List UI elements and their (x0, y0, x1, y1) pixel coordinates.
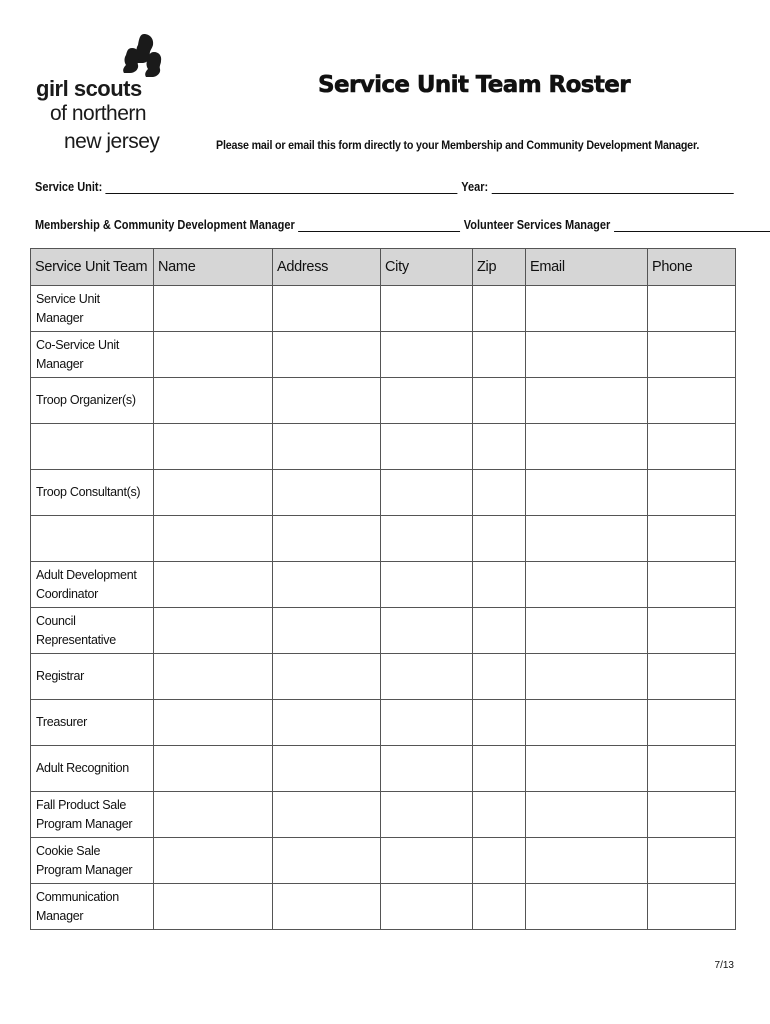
entry-cell[interactable] (648, 654, 736, 700)
table-row (31, 424, 736, 470)
table-row (31, 516, 736, 562)
entry-cell[interactable] (648, 838, 736, 884)
table-row (31, 654, 736, 700)
service-unit-label: Service Unit: (35, 180, 103, 194)
entry-cell[interactable] (473, 746, 526, 792)
entry-cell[interactable] (648, 516, 736, 562)
entry-cell[interactable] (381, 700, 473, 746)
vsm-field[interactable] (614, 219, 770, 232)
mcdm-field[interactable] (298, 219, 460, 232)
entry-cell[interactable] (526, 378, 648, 424)
entry-cell[interactable] (473, 332, 526, 378)
entry-cell[interactable] (273, 746, 381, 792)
column-header: Service Unit Team (31, 249, 154, 286)
table-row (31, 470, 736, 516)
entry-cell[interactable] (526, 746, 648, 792)
entry-cell[interactable] (648, 332, 736, 378)
roster-table (30, 248, 736, 930)
entry-cell[interactable] (154, 562, 273, 608)
entry-cell[interactable] (473, 838, 526, 884)
entry-cell[interactable] (381, 424, 473, 470)
entry-cell[interactable] (381, 792, 473, 838)
column-header: City (381, 249, 473, 286)
entry-cell[interactable] (154, 286, 273, 332)
entry-cell[interactable] (154, 884, 273, 930)
entry-cell[interactable] (526, 286, 648, 332)
entry-cell[interactable] (473, 792, 526, 838)
entry-cell[interactable] (473, 700, 526, 746)
role-cell: Troop Organizer(s) (31, 378, 154, 424)
column-header: Name (154, 249, 273, 286)
entry-cell[interactable] (273, 654, 381, 700)
vsm-label: Volunteer Services Manager (463, 218, 611, 232)
entry-cell[interactable] (381, 746, 473, 792)
entry-cell[interactable] (648, 746, 736, 792)
entry-cell[interactable] (526, 562, 648, 608)
entry-cell[interactable] (154, 378, 273, 424)
entry-cell[interactable] (473, 516, 526, 562)
mcdm-label: Membership & Community Development Manager (35, 218, 295, 232)
entry-cell[interactable] (381, 884, 473, 930)
entry-cell[interactable] (381, 562, 473, 608)
entry-cell[interactable] (273, 700, 381, 746)
entry-cell[interactable] (273, 884, 381, 930)
entry-cell[interactable] (526, 884, 648, 930)
entry-cell[interactable] (473, 424, 526, 470)
year-label: Year: (461, 180, 489, 194)
role-cell: Service Unit Manager (31, 286, 154, 332)
role-cell: Adult Development Coordinator (31, 562, 154, 608)
entry-cell[interactable] (273, 286, 381, 332)
table-row (31, 746, 736, 792)
entry-cell[interactable] (273, 470, 381, 516)
entry-cell[interactable] (381, 516, 473, 562)
entry-cell[interactable] (154, 792, 273, 838)
entry-cell[interactable] (381, 332, 473, 378)
table-row (31, 562, 736, 608)
entry-cell[interactable] (526, 838, 648, 884)
entry-cell[interactable] (273, 838, 381, 884)
entry-cell[interactable] (648, 286, 736, 332)
entry-cell[interactable] (473, 562, 526, 608)
table-row (31, 378, 736, 424)
entry-cell[interactable] (273, 562, 381, 608)
entry-cell[interactable] (648, 424, 736, 470)
entry-cell[interactable] (648, 792, 736, 838)
table-row (31, 884, 736, 930)
entry-cell[interactable] (473, 608, 526, 654)
entry-cell[interactable] (273, 378, 381, 424)
role-cell: Fall Product Sale Program Manager (31, 792, 154, 838)
entry-cell[interactable] (648, 562, 736, 608)
entry-cell[interactable] (526, 700, 648, 746)
column-header: Email (526, 249, 648, 286)
entry-cell[interactable] (473, 470, 526, 516)
year-field[interactable] (492, 181, 734, 194)
entry-cell[interactable] (526, 470, 648, 516)
entry-cell[interactable] (154, 700, 273, 746)
role-cell: Communication Manager (31, 884, 154, 930)
date-code: 7/13 (714, 960, 734, 971)
entry-cell[interactable] (154, 332, 273, 378)
entry-cell[interactable] (273, 792, 381, 838)
entry-cell[interactable] (473, 286, 526, 332)
entry-cell[interactable] (381, 378, 473, 424)
entry-cell[interactable] (154, 746, 273, 792)
table-header-row (31, 249, 736, 286)
table-row (31, 332, 736, 378)
entry-cell[interactable] (526, 424, 648, 470)
table-row (31, 792, 736, 838)
role-cell: Troop Consultant(s) (31, 470, 154, 516)
service-unit-row (35, 180, 734, 194)
entry-cell[interactable] (526, 654, 648, 700)
role-cell: Registrar (31, 654, 154, 700)
logo-text-line1: girl scouts (36, 76, 142, 101)
entry-cell[interactable] (648, 884, 736, 930)
entry-cell[interactable] (381, 286, 473, 332)
entry-cell[interactable] (648, 700, 736, 746)
service-unit-field[interactable] (106, 181, 458, 194)
entry-cell[interactable] (273, 332, 381, 378)
table-row (31, 838, 736, 884)
entry-cell[interactable] (154, 608, 273, 654)
entry-cell[interactable] (526, 516, 648, 562)
logo-text-line2: of northern (50, 102, 147, 125)
column-header: Zip (473, 249, 526, 286)
role-cell (31, 424, 154, 470)
entry-cell[interactable] (526, 332, 648, 378)
table-row (31, 700, 736, 746)
entry-cell[interactable] (648, 378, 736, 424)
logo-text-line3: new jersey (64, 130, 160, 153)
entry-cell[interactable] (473, 884, 526, 930)
entry-cell[interactable] (154, 654, 273, 700)
managers-row (35, 218, 770, 232)
entry-cell[interactable] (154, 516, 273, 562)
role-cell: Cookie Sale Program Manager (31, 838, 154, 884)
entry-cell[interactable] (381, 838, 473, 884)
entry-cell[interactable] (473, 378, 526, 424)
entry-cell[interactable] (381, 608, 473, 654)
logo (36, 32, 176, 162)
column-header: Phone (648, 249, 736, 286)
table-row (31, 608, 736, 654)
role-cell: Council Representative (31, 608, 154, 654)
entry-cell[interactable] (648, 608, 736, 654)
page-title: Service Unit Team Roster (318, 72, 631, 98)
entry-cell[interactable] (381, 654, 473, 700)
column-header: Address (273, 249, 381, 286)
entry-cell[interactable] (154, 424, 273, 470)
entry-cell[interactable] (648, 470, 736, 516)
entry-cell[interactable] (154, 470, 273, 516)
entry-cell[interactable] (526, 792, 648, 838)
entry-cell[interactable] (154, 838, 273, 884)
instructions-text: Please mail or email this form directly to your Membership and Community Development Manager. (216, 140, 700, 152)
role-cell: Treasurer (31, 700, 154, 746)
entry-cell[interactable] (273, 424, 381, 470)
entry-cell[interactable] (381, 470, 473, 516)
entry-cell[interactable] (526, 608, 648, 654)
role-cell: Co-Service Unit Manager (31, 332, 154, 378)
role-cell (31, 516, 154, 562)
table-row (31, 286, 736, 332)
entry-cell[interactable] (273, 608, 381, 654)
role-cell: Adult Recognition (31, 746, 154, 792)
entry-cell[interactable] (273, 516, 381, 562)
trefoil-profiles-icon (114, 32, 174, 82)
entry-cell[interactable] (473, 654, 526, 700)
